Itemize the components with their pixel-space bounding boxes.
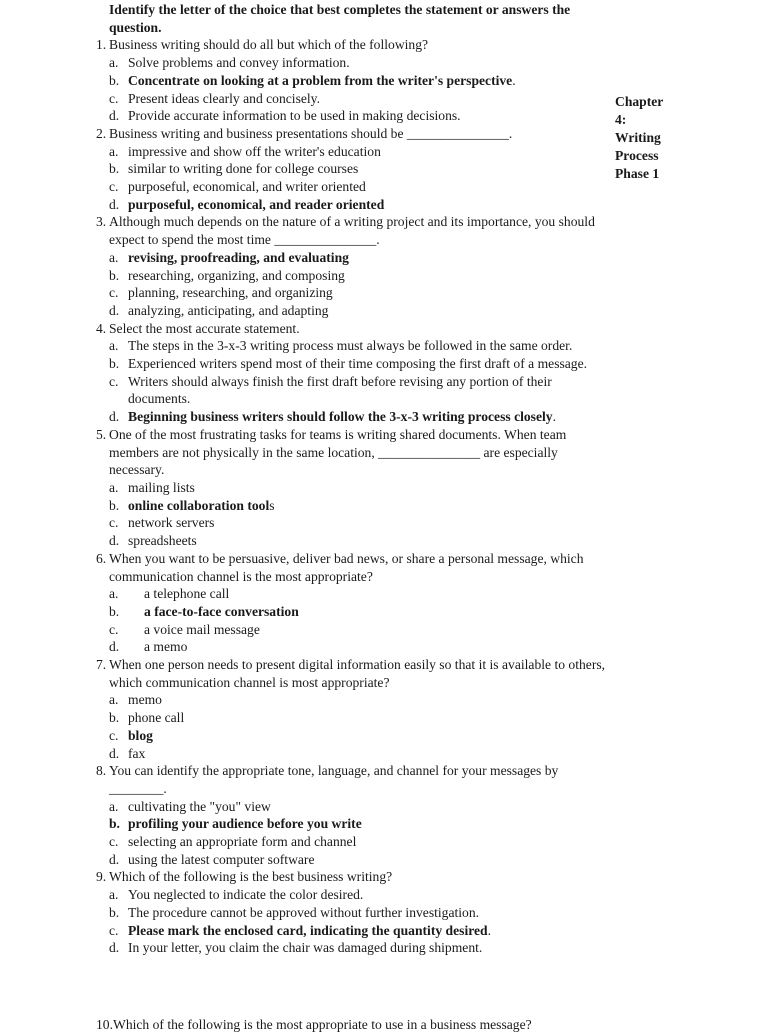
question-number: 9.: [96, 869, 107, 885]
question-text: You can identify the appropriate tone, language, and channel for your messages by: [109, 763, 559, 779]
option-letter: a.: [109, 249, 119, 265]
option-letter: b.: [109, 72, 120, 88]
answer-option: [96, 143, 608, 161]
option-text: selecting an appropriate form and channel: [128, 834, 357, 850]
question-block: [96, 656, 608, 762]
question-block: [96, 320, 608, 426]
question-text: One of the most frustrating tasks for teams is writing shared documents. When team members are not physically in the same location, _______________ are especially necessary.: [109, 426, 567, 478]
question-block: [96, 426, 608, 550]
correct-answer-text: a face-to-face conversation: [144, 603, 299, 619]
instructions: Identify the letter of the choice that best completes the statement or answers the question.: [109, 2, 571, 35]
option-letter: d.: [109, 196, 120, 212]
option-letter: a.: [109, 887, 119, 903]
option-letter: b.: [109, 356, 120, 372]
option-text: fax: [128, 745, 146, 761]
chapter-heading-line: Chapter: [615, 94, 664, 109]
option-text: spreadsheets: [128, 533, 197, 549]
option-letter: b.: [109, 267, 120, 283]
question-number: 8.: [96, 763, 107, 779]
answer-option: [96, 373, 608, 408]
option-text: impressive and show off the writer's education: [128, 143, 381, 159]
option-letter: a.: [109, 55, 119, 71]
chapter-heading-line: 4:: [615, 111, 627, 127]
question-stem: [96, 868, 608, 886]
option-text: memo: [128, 692, 162, 708]
option-letter: c.: [109, 834, 119, 850]
question-number: 6.: [96, 550, 107, 566]
question-stem: [96, 213, 608, 248]
option-letter: c.: [109, 373, 119, 389]
question-stem: [96, 656, 608, 691]
answer-option: [96, 939, 608, 957]
option-punctuation: s: [269, 497, 275, 513]
answer-option: [96, 160, 608, 178]
question-block: [96, 36, 608, 125]
question-stem: [96, 36, 608, 54]
correct-answer-text: revising, proofreading, and evaluating: [128, 249, 349, 265]
option-letter: a.: [109, 798, 119, 814]
option-text: Writers should always finish the first draft before revising any portion of their documents.: [128, 373, 552, 407]
option-text: researching, organizing, and composing: [128, 267, 345, 283]
answer-option: [96, 355, 608, 373]
option-text: mailing lists: [128, 479, 195, 495]
correct-answer-text: profiling your audience before you write: [128, 816, 362, 832]
correct-answer-text: purposeful, economical, and reader oriented: [128, 196, 385, 212]
answer-option: [96, 727, 608, 745]
question-number: 5.: [96, 426, 107, 442]
option-letter: b.: [109, 710, 120, 726]
option-punctuation: .: [487, 922, 492, 938]
option-letter: d.: [109, 639, 120, 655]
answer-option: [96, 815, 608, 833]
question-text: When you want to be persuasive, deliver bad news, or share a personal message, which communication channel is the most appropriate?: [109, 550, 584, 584]
option-punctuation: .: [552, 409, 556, 425]
question-stem: [96, 550, 608, 585]
answer-option: [96, 196, 608, 214]
question-block: [96, 550, 608, 656]
option-text: In your letter, you claim the chair was damaged during shipment.: [128, 940, 483, 956]
option-letter: d.: [109, 851, 120, 867]
question-list: [96, 36, 608, 957]
option-text: using the latest computer software: [128, 851, 315, 867]
option-letter: b.: [109, 904, 120, 920]
option-letter: c.: [109, 922, 119, 938]
option-text: Provide accurate information to be used in making decisions.: [128, 108, 461, 124]
question-stem: [96, 426, 608, 479]
answer-option: [96, 798, 608, 816]
option-letter: c.: [109, 727, 119, 743]
answer-option: [96, 497, 608, 515]
answer-option: [96, 638, 608, 656]
chapter-heading-line: Process: [615, 147, 659, 163]
option-letter: b.: [109, 816, 120, 832]
option-letter: d.: [109, 409, 120, 425]
answer-option: [96, 691, 608, 709]
answer-option: [96, 479, 608, 497]
correct-answer-text: online collaboration tool: [128, 497, 270, 513]
answer-option: [96, 408, 608, 426]
answer-option: [96, 709, 608, 727]
answer-blank: ________.: [109, 780, 167, 796]
option-text: planning, researching, and organizing: [128, 285, 333, 301]
option-text: purposeful, economical, and writer oriented: [128, 179, 366, 195]
option-text: a voice mail message: [144, 621, 260, 637]
option-text: Solve problems and convey information.: [128, 55, 350, 71]
option-letter: d.: [109, 533, 120, 549]
answer-option: [96, 922, 608, 940]
option-letter: c.: [109, 90, 119, 106]
option-letter: a.: [109, 143, 119, 159]
correct-answer-text: blog: [128, 727, 153, 743]
question-number: 3.: [96, 214, 107, 230]
option-letter: a.: [109, 479, 119, 495]
answer-option: [96, 284, 608, 302]
option-punctuation: .: [512, 72, 516, 88]
option-letter: c.: [109, 179, 119, 195]
option-letter: d.: [109, 108, 120, 124]
answer-option: [96, 107, 608, 125]
question-stem: [96, 125, 608, 143]
option-letter: a.: [109, 586, 119, 602]
chapter-heading-line: Phase 1: [615, 165, 660, 181]
question-text: Business writing and business presentations should be _______________.: [109, 125, 513, 141]
question-text: When one person needs to present digital information easily so that it is available to others, which communication channel is most appropriate?: [109, 657, 606, 690]
option-letter: c.: [109, 515, 119, 531]
question-column: [96, 1, 608, 957]
question-text: Business writing should do all but which of the following?: [109, 37, 429, 53]
answer-option: [96, 178, 608, 196]
option-letter: b.: [109, 161, 120, 177]
answer-option: [96, 337, 608, 355]
option-letter: b.: [109, 497, 120, 513]
question-number: 1.: [96, 37, 107, 53]
question-text: Which of the following is the best business writing?: [109, 869, 393, 885]
answer-option: [96, 249, 608, 267]
answer-option: [96, 904, 608, 922]
answer-option: [96, 302, 608, 320]
option-letter: a.: [109, 338, 119, 354]
answer-option: [96, 514, 608, 532]
chapter-heading-line: Writing: [615, 129, 661, 145]
answer-option: [96, 532, 608, 550]
question-block: [96, 868, 608, 957]
answer-option: [96, 72, 608, 90]
option-text: You neglected to indicate the color desired.: [128, 887, 364, 903]
answer-option: [96, 90, 608, 108]
answer-option: [96, 54, 608, 72]
option-text: Present ideas clearly and concisely.: [128, 90, 320, 106]
option-letter: b.: [109, 603, 120, 619]
correct-answer-text: Please mark the enclosed card, indicating the quantity desired: [128, 922, 488, 938]
question-block: [96, 762, 608, 868]
answer-option: [96, 886, 608, 904]
option-text: a telephone call: [144, 586, 230, 602]
question-text: Although much depends on the nature of a writing project and its importance, you should expect to spend the most time _______________.: [109, 214, 595, 248]
question-stem: [96, 320, 608, 338]
option-text: analyzing, anticipating, and adapting: [128, 302, 329, 318]
option-text: Experienced writers spend most of their time composing the first draft of a message.: [128, 356, 588, 372]
option-letter: c.: [109, 621, 119, 637]
question-stem: [96, 762, 608, 780]
option-letter: c.: [109, 285, 119, 301]
question-block: [96, 213, 608, 319]
answer-option: [96, 267, 608, 285]
question-number: 7.: [96, 657, 107, 673]
answer-option: [96, 851, 608, 869]
option-text: a memo: [144, 639, 188, 655]
option-letter: d.: [109, 940, 120, 956]
question-number: 4.: [96, 320, 107, 336]
answer-option: [96, 833, 608, 851]
answer-option: [96, 745, 608, 763]
correct-answer-text: Beginning business writers should follow the 3-x-3 writing process closely: [128, 409, 553, 425]
question-text: Select the most accurate statement.: [109, 320, 300, 336]
option-text: network servers: [128, 515, 215, 531]
question-number: 2.: [96, 125, 107, 141]
cutoff-question-text: 10.Which of the following is the most appropriate to use in a business message?: [96, 1017, 532, 1032]
option-text: cultivating the "you" view: [128, 798, 271, 814]
chapter-heading: [615, 93, 695, 183]
question-block: [96, 125, 608, 214]
answer-option: [96, 621, 608, 639]
option-text: similar to writing done for college courses: [128, 161, 359, 177]
option-text: phone call: [128, 710, 185, 726]
answer-option: [96, 603, 608, 621]
option-text: The steps in the 3-x-3 writing process must always be followed in the same order.: [128, 338, 573, 354]
option-letter: d.: [109, 745, 120, 761]
option-text: The procedure cannot be approved without further investigation.: [128, 904, 480, 920]
option-letter: d.: [109, 302, 120, 318]
correct-answer-text: Concentrate on looking at a problem from the writer's perspective: [128, 72, 513, 88]
option-letter: a.: [109, 692, 119, 708]
answer-option: [96, 585, 608, 603]
